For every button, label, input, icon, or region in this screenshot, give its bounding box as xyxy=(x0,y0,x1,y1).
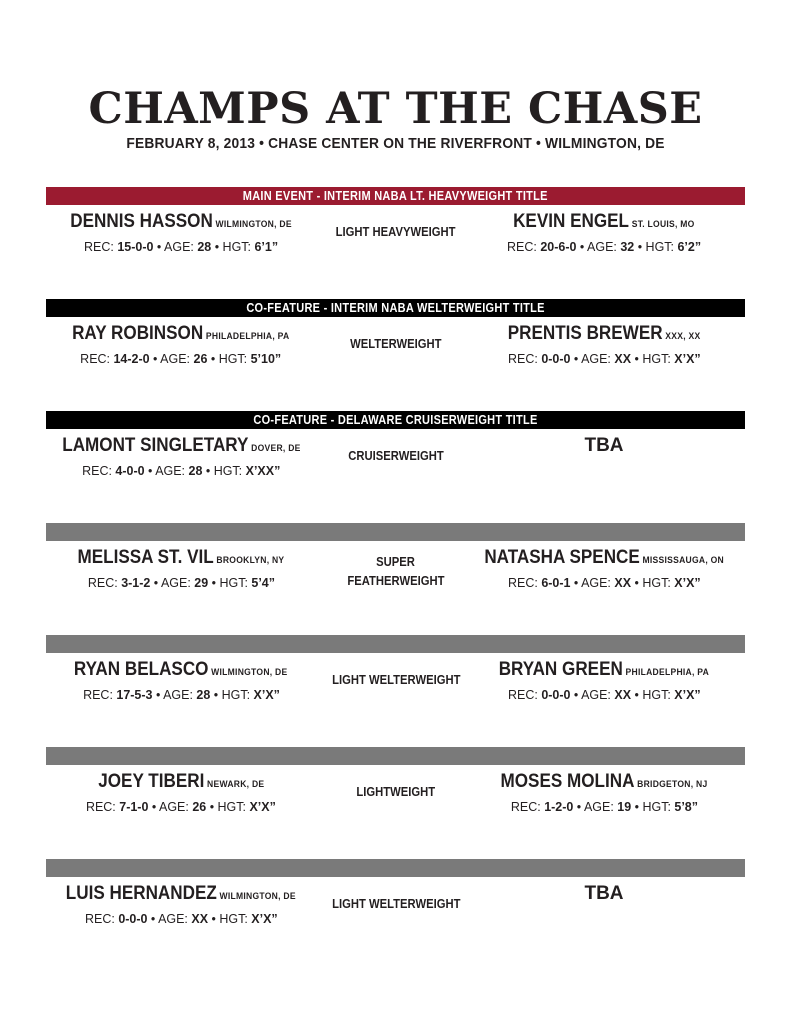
fighter-stats: REC: 20-6-0 • AGE: 32 • HGT: 6’2” xyxy=(506,239,702,254)
weight-class: LIGHTWEIGHT xyxy=(356,785,436,799)
fighter-hometown: ST. LOUIS, MO xyxy=(631,219,695,230)
fighter-name: BRYAN GREEN PHILADELPHIA, PA xyxy=(498,659,710,680)
fighter-stats: REC: 1-2-0 • AGE: 19 • HGT: 5’8” xyxy=(510,799,698,814)
fighter-name: JOEY TIBERI NEWARK, DE xyxy=(97,771,265,792)
fighter-left xyxy=(46,771,316,816)
bout-card xyxy=(46,635,745,745)
fighter-right xyxy=(469,659,739,704)
fighter-name: MOSES MOLINA BRIDGETON, NJ xyxy=(500,771,708,792)
fighter-hometown: WILMINGTON, DE xyxy=(219,891,297,902)
fighter-hometown: WILMINGTON, DE xyxy=(215,219,292,230)
fighter-left xyxy=(46,323,316,368)
bout-card xyxy=(46,187,745,297)
fighter-hometown: BROOKLYN, NY xyxy=(216,555,285,566)
weight-class: LIGHT WELTERWEIGHT xyxy=(331,673,461,687)
bout-banner xyxy=(46,859,745,877)
fighter-stats: REC: 17-5-3 • AGE: 28 • HGT: X’X” xyxy=(82,687,280,702)
fighter-stats: REC: 7-1-0 • AGE: 26 • HGT: X’X” xyxy=(86,799,276,814)
bout-card xyxy=(46,859,745,969)
weight-class: WELTERWEIGHT xyxy=(350,337,442,351)
fighter-name: LAMONT SINGLETARY DOVER, DE xyxy=(61,435,301,456)
bout-card xyxy=(46,299,745,409)
fighter-hometown: PHILADELPHIA, PA xyxy=(625,667,710,678)
fighter-stats: REC: 14-2-0 • AGE: 26 • HGT: 5’10” xyxy=(80,351,282,366)
fighter-stats: REC: 3-1-2 • AGE: 29 • HGT: 5’4” xyxy=(87,575,275,590)
bout-card xyxy=(46,747,745,857)
fighter-stats: REC: 0-0-0 • AGE: XX • HGT: X’X” xyxy=(507,687,701,702)
weight-class: SUPER FEATHERWEIGHT xyxy=(347,555,445,588)
fighter-right xyxy=(469,547,739,592)
bout-banner: CO-FEATURE - DELAWARE CRUISERWEIGHT TITLE xyxy=(46,411,745,429)
fighter-stats: REC: 15-0-0 • AGE: 28 • HGT: 6’1” xyxy=(83,239,279,254)
fighter-hometown: XXX, XX xyxy=(665,331,701,342)
fighter-name: RYAN BELASCO WILMINGTON, DE xyxy=(74,659,288,680)
fighter-name: PRENTIS BREWER XXX, XX xyxy=(507,323,701,344)
fighter-name: LUIS HERNANDEZ WILMINGTON, DE xyxy=(65,883,297,904)
bout-banner xyxy=(46,635,745,653)
fighter-hometown: NEWARK, DE xyxy=(206,779,265,790)
weight-class: CRUISERWEIGHT xyxy=(348,449,444,463)
fighter-name: DENNIS HASSON WILMINGTON, DE xyxy=(70,211,292,232)
page-title: CHAMPS AT THE CHASE xyxy=(88,84,703,134)
bout-card xyxy=(46,523,745,633)
fighter-stats: REC: 6-0-1 • AGE: XX • HGT: X’X” xyxy=(507,575,701,590)
fighter-left xyxy=(46,659,316,704)
fighter-right xyxy=(469,883,739,905)
fighter-stats: REC: 0-0-0 • AGE: XX • HGT: X’X” xyxy=(84,911,278,926)
fighter-hometown: WILMINGTON, DE xyxy=(211,667,288,678)
fighter-name: MELISSA ST. VIL BROOKLYN, NY xyxy=(77,547,285,568)
tba-label: TBA xyxy=(584,435,624,456)
fighter-right xyxy=(469,323,739,368)
fighter-name: RAY ROBINSON PHILADELPHIA, PA xyxy=(72,323,290,344)
fighter-right xyxy=(469,435,739,457)
fighter-name: NATASHA SPENCE MISSISSAUGA, ON xyxy=(484,547,724,568)
fighter-left xyxy=(46,435,316,480)
fighter-right xyxy=(469,771,739,816)
fighter-left xyxy=(46,883,316,928)
fighter-stats: REC: 0-0-0 • AGE: XX • HGT: X’X” xyxy=(507,351,701,366)
fighter-hometown: MISSISSAUGA, ON xyxy=(642,555,724,566)
bout-banner: MAIN EVENT - INTERIM NABA LT. HEAVYWEIGHT TITLE xyxy=(46,187,745,205)
tba-label: TBA xyxy=(584,883,624,904)
fighter-name: KEVIN ENGEL ST. LOUIS, MO xyxy=(513,211,695,232)
fighter-left xyxy=(46,211,316,256)
weight-class: LIGHT HEAVYWEIGHT xyxy=(336,225,456,239)
fighter-right xyxy=(469,211,739,256)
bout-banner xyxy=(46,523,745,541)
fighter-hometown: DOVER, DE xyxy=(250,443,301,454)
bout-card xyxy=(46,411,745,521)
fighter-left xyxy=(46,547,316,592)
fighter-hometown: BRIDGETON, NJ xyxy=(637,779,708,790)
weight-class: LIGHT WELTERWEIGHT xyxy=(331,897,461,911)
fighter-stats: REC: 4-0-0 • AGE: 28 • HGT: X’XX” xyxy=(81,463,281,478)
bout-banner xyxy=(46,747,745,765)
event-subtitle: FEBRUARY 8, 2013 • CHASE CENTER ON THE RIVERFRONT • WILMINGTON, DE xyxy=(126,135,665,152)
fighter-hometown: PHILADELPHIA, PA xyxy=(206,331,290,342)
bout-banner: CO-FEATURE - INTERIM NABA WELTERWEIGHT TITLE xyxy=(46,299,745,317)
